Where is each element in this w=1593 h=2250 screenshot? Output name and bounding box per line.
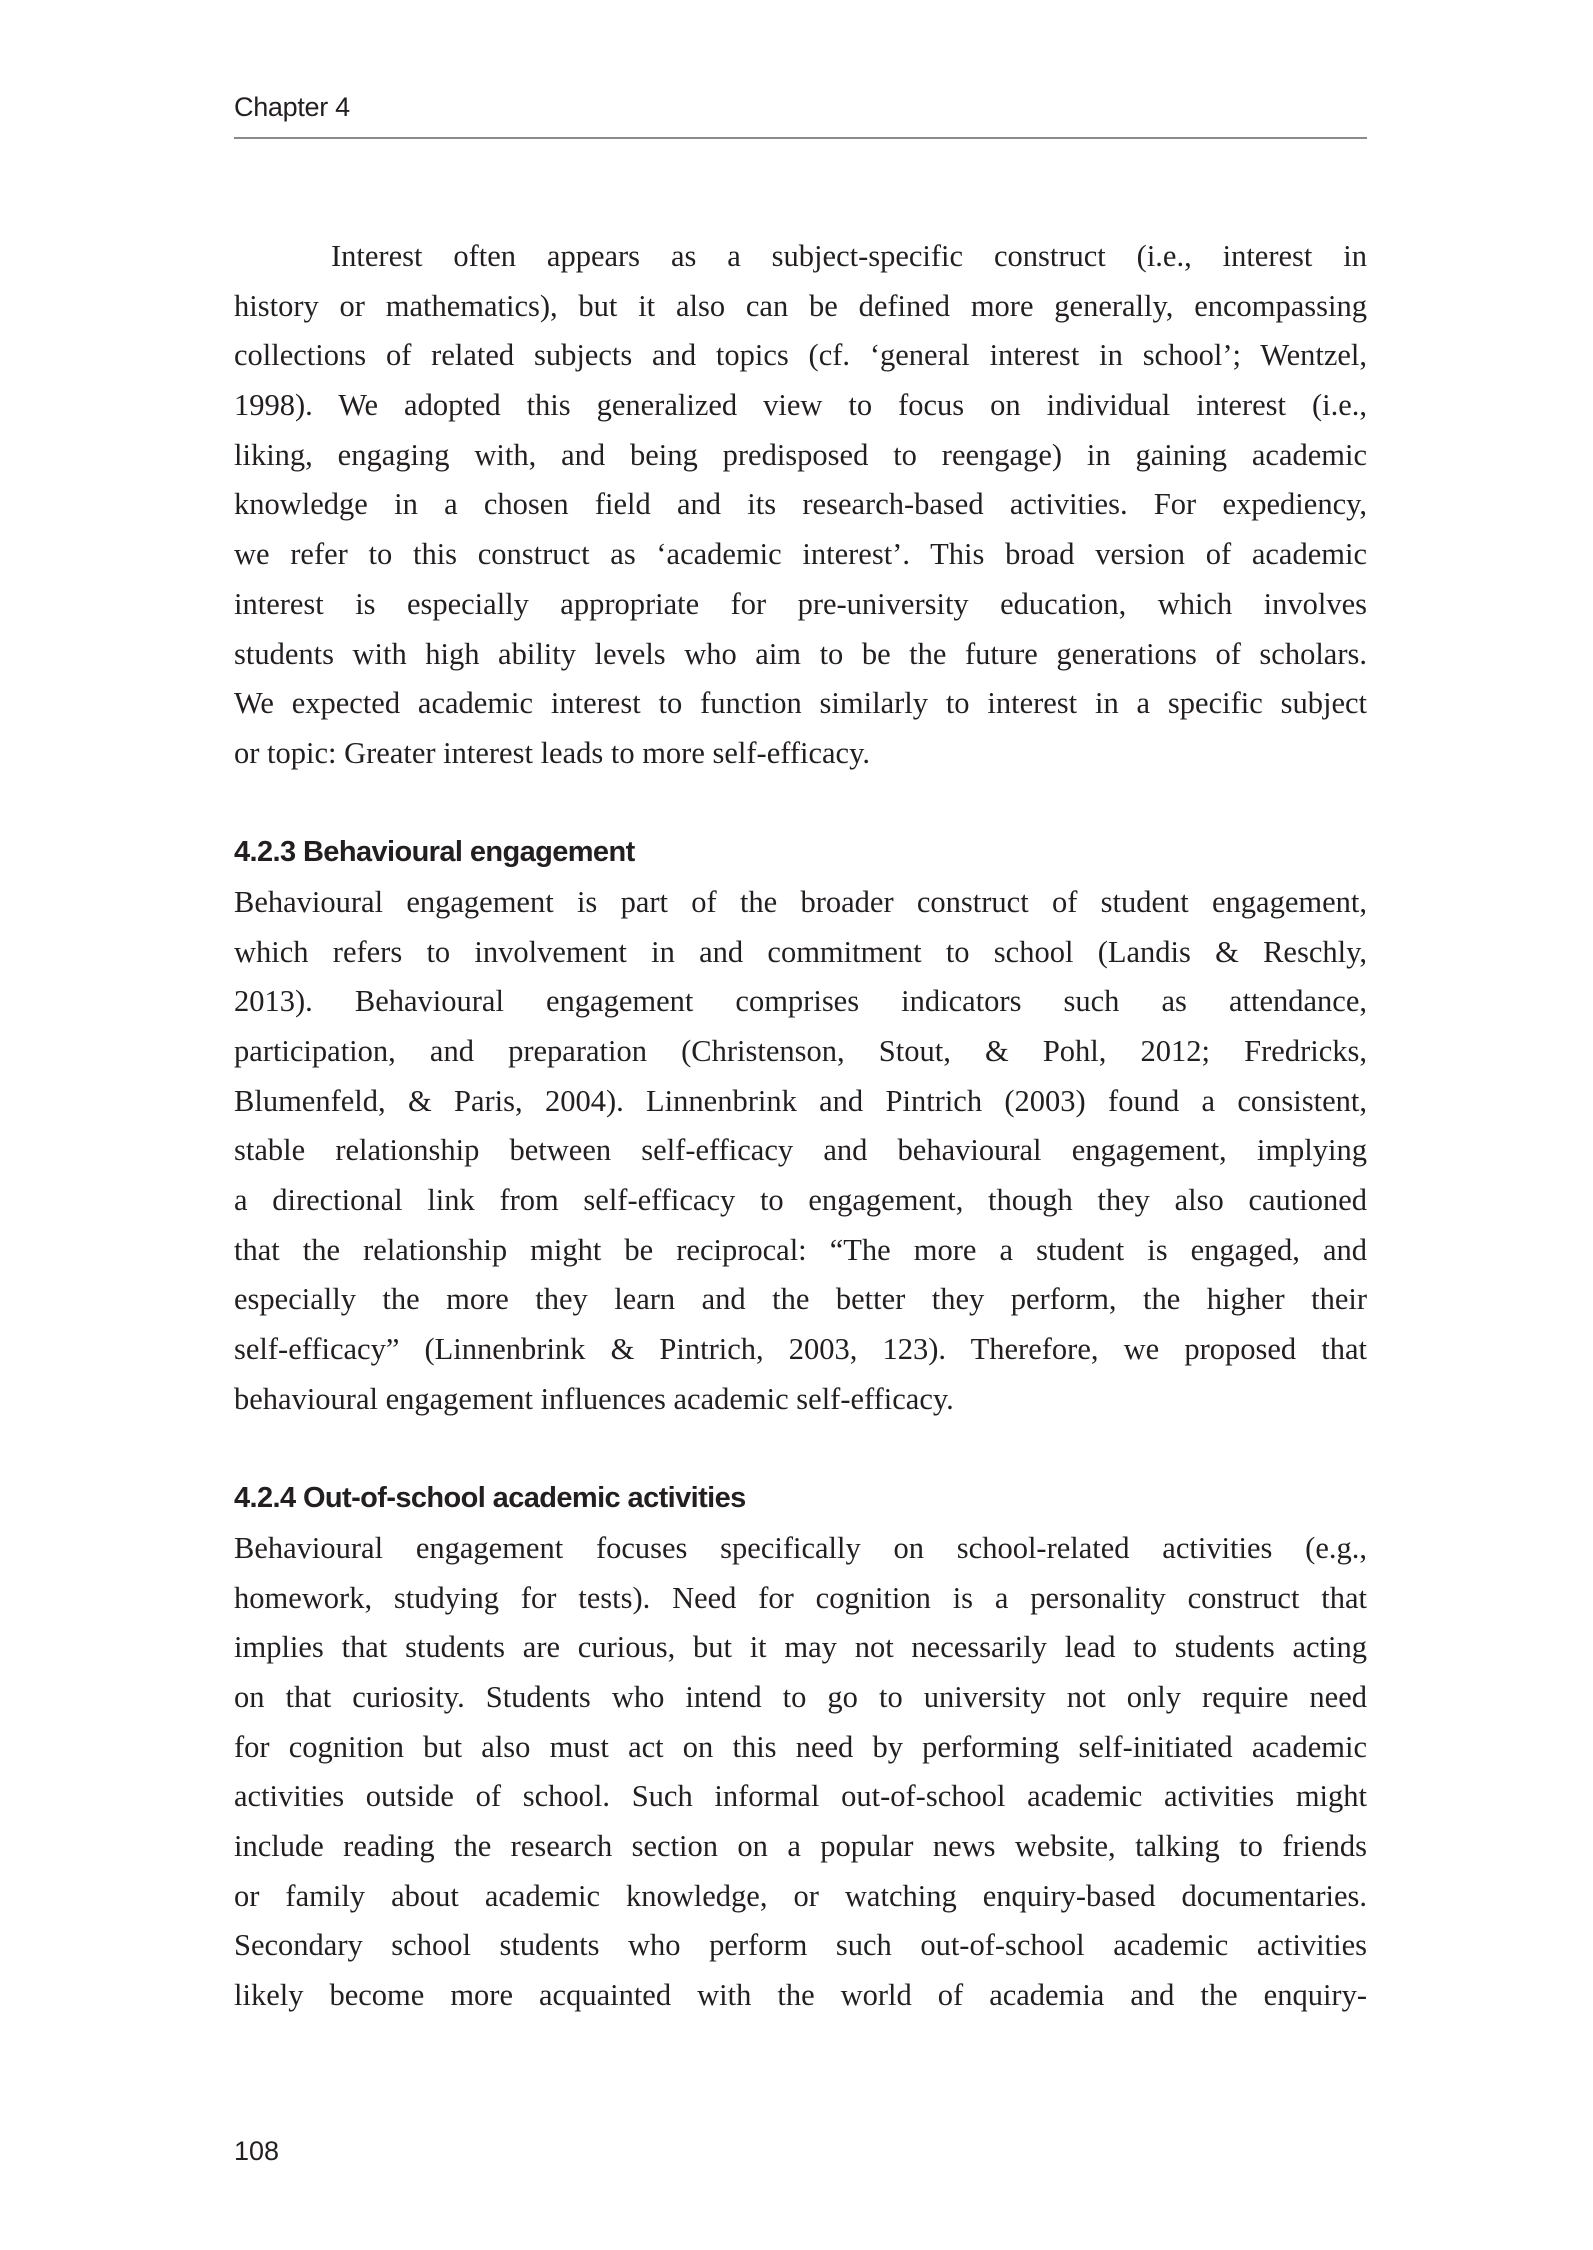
text-line: interest is especially appropriate for pre-university education, which involves — [234, 586, 1367, 621]
page-number: 108 — [234, 2136, 280, 2166]
text-line: knowledge in a chosen field and its research-based activities. For expediency, — [234, 487, 1367, 522]
spacer — [234, 779, 1367, 829]
text-line: Blumenfeld, & Paris, 2004). Linnenbrink and Pintrich (2003) found a consistent, — [234, 1083, 1367, 1118]
text-line: Secondary school students who perform such out-of-school academic activities — [234, 1928, 1367, 1963]
text-line: Behavioural engagement focuses specifically on school-related activities (e.g., — [234, 1530, 1367, 1565]
text-line: or family about academic knowledge, or watching enquiry-based documentaries. — [234, 1878, 1367, 1913]
text-line: especially the more they learn and the better they perform, the higher their — [234, 1282, 1367, 1317]
text-line: we refer to this construct as ‘academic interest’. This broad version of academic — [234, 537, 1367, 572]
text-line: stable relationship between self-efficacy and behavioural engagement, implying — [234, 1133, 1367, 1168]
text-line: participation, and preparation (Christenson, Stout, & Pohl, 2012; Fredricks, — [234, 1034, 1367, 1068]
section-heading: 4.2.4 Out-of-school academic activities — [234, 1482, 746, 1515]
text-line: or topic: Greater interest leads to more self-efficacy. — [234, 735, 870, 770]
text-line: likely become more acquainted with the world of academia and the enquiry- — [234, 1978, 1367, 2013]
text-line: which refers to involvement in and commitment to school (Landis & Reschly, — [234, 934, 1367, 969]
text-line: for cognition but also must act on this need by performing self-initiated academic — [234, 1729, 1367, 1764]
text-line: students with high ability levels who aim to be the future generations of scholars. — [234, 636, 1367, 671]
text-line: 2013). Behavioural engagement comprises indicators such as attendance, — [234, 984, 1367, 1019]
section-out-of-school-activities — [234, 1474, 1367, 2021]
text-line: self-efficacy” (Linnenbrink & Pintrich, 2003, 123). Therefore, we proposed that — [234, 1332, 1367, 1367]
text-line: that the relationship might be reciprocal: “The more a student is engaged, and — [234, 1232, 1367, 1267]
text-line: collections of related subjects and topics (cf. ‘general interest in school’; Wentzel, — [234, 338, 1367, 373]
text-line: behavioural engagement influences academic self-efficacy. — [234, 1381, 954, 1416]
text-line: Interest often appears as a subject-specific construct (i.e., interest in — [331, 239, 1367, 273]
text-line: 1998). We adopted this generalized view to focus on individual interest (i.e., — [234, 388, 1367, 423]
header-rule — [234, 137, 1367, 139]
spacer — [234, 1425, 1367, 1475]
section-heading: 4.2.3 Behavioural engagement — [234, 836, 635, 869]
paragraph-interest — [234, 232, 1367, 779]
text-line: implies that students are curious, but it may not necessarily lead to students acting — [234, 1630, 1367, 1665]
text-line: liking, engaging with, and being predisposed to reengage) in gaining academic — [234, 437, 1367, 472]
text-line: history or mathematics), but it also can be defined more generally, encompassing — [234, 288, 1367, 323]
section-behavioural-engagement — [234, 828, 1367, 1424]
text-line: on that curiosity. Students who intend to go to university not only require need — [234, 1679, 1367, 1714]
text-line: We expected academic interest to function similarly to interest in a specific subject — [234, 686, 1367, 721]
text-line: homework, studying for tests). Need for cognition is a personality construct that — [234, 1580, 1367, 1615]
text-line: activities outside of school. Such informal out-of-school academic activities might — [234, 1779, 1367, 1814]
text-line: a directional link from self-efficacy to engagement, though they also cautioned — [234, 1183, 1367, 1218]
body-text — [234, 232, 1367, 2021]
text-line: Behavioural engagement is part of the broader construct of student engagement, — [234, 884, 1367, 919]
text-line: include reading the research section on a popular news website, talking to friends — [234, 1829, 1367, 1863]
running-head: Chapter 4 — [234, 92, 350, 122]
